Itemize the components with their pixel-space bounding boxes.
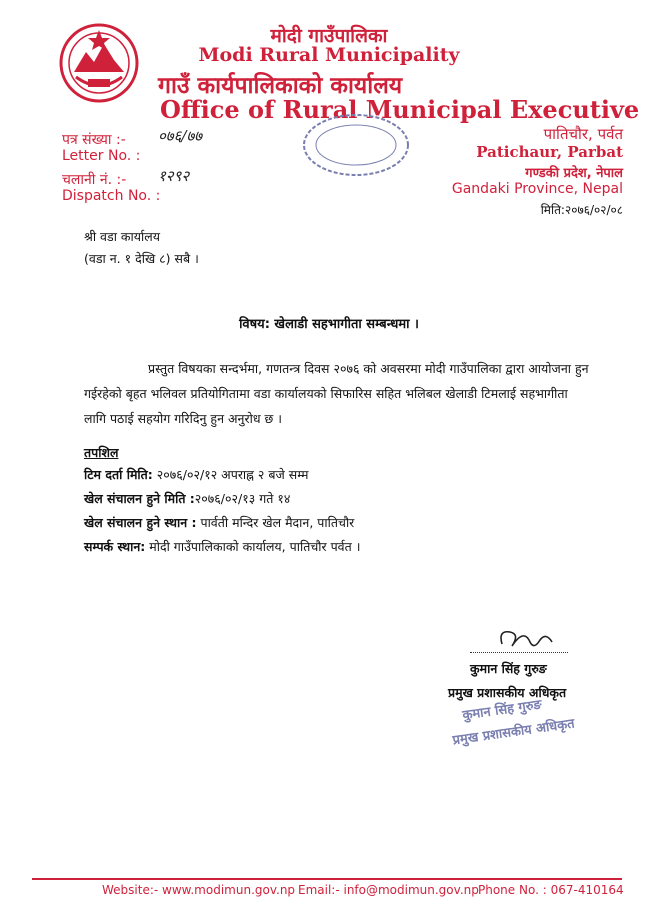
recipient-line-1: श्री वडा कार्यालय (84, 229, 160, 244)
name-stamp: कुमान सिंह गुरुङ (461, 697, 543, 724)
address-en: Patichaur, Parbat (476, 143, 623, 161)
address-np: पातिचौर, पर्वत (543, 125, 623, 143)
province-np: गण्डकी प्रदेश, नेपाल (525, 166, 623, 181)
details-heading: तपशिल (84, 445, 119, 460)
office-stamp-icon (300, 110, 412, 180)
body-line-2: गईरहेको बृहत भलिवल प्रतियोगितामा वडा कार्यालयको सिफारिस सहित भलिबल खेलाडी टिमलाई सहभागीता (84, 386, 568, 401)
signature-line (470, 652, 568, 653)
letter-no-label-en: Letter No. : (62, 148, 141, 164)
subject: विषय: खेलाडी सहभागीता सम्बन्धमा । (239, 317, 419, 332)
province-en: Gandaki Province, Nepal (451, 181, 623, 197)
detail-row (84, 510, 354, 535)
detail-value: २०७६/०२/१३ गते १४ (194, 491, 291, 506)
detail-value: २०७६/०२/१२ अपराह्न २ बजे सम्म (152, 467, 309, 482)
footer-email: Email:- info@modimun.gov.np (298, 883, 479, 897)
signature-icon (490, 622, 560, 656)
municipality-name-np: मोदी गाउँपालिका (270, 25, 388, 47)
signatory-name: कुमान सिंह गुरुङ (470, 661, 547, 676)
detail-label: टिम दर्ता मिति: (84, 467, 153, 482)
dispatch-value: १२९२ (158, 167, 190, 185)
detail-label: खेल संचालन हुने मिति : (84, 491, 195, 506)
body-line-3: लागि पठाई सहयोग गरिदिनु हुन अनुरोध छ । (84, 411, 282, 426)
letter-no-value: ०७६/७७ (158, 127, 203, 145)
detail-row (84, 534, 360, 559)
office-name-np: गाउँ कार्यपालिकाको कार्यालय (158, 73, 403, 99)
municipality-name-en: Modi Rural Municipality (198, 44, 460, 66)
dispatch-label-np: चलानी नं. :- (62, 172, 127, 188)
office-name-en: Office of Rural Municipal Executive (160, 95, 640, 124)
recipient-line-2: (वडा न. १ देखि ८) सबै । (84, 251, 199, 266)
detail-label: सम्पर्क स्थान: (84, 539, 146, 554)
footer-website: Website:- www.modimun.gov.np (102, 883, 296, 897)
letter-no-label-np: पत्र संख्या :- (62, 132, 126, 148)
footer-divider (32, 878, 622, 880)
detail-value: पार्वती मन्दिर खेल मैदान, पातिचौर (196, 515, 355, 530)
body-line-1: प्रस्तुत विषयका सन्दर्भमा, गणतन्त्र दिवस २०७६ को अवसरमा मोदी गाउँपालिका द्वारा आयोजना हुन (148, 361, 589, 376)
detail-row (84, 462, 308, 487)
title-stamp: प्रमुख प्रशासकीय अधिकृत (451, 716, 576, 749)
detail-value: मोदी गाउँपालिकाको कार्यालय, पातिचौर पर्वत । (145, 539, 361, 554)
detail-row (84, 486, 290, 511)
footer-phone: Phone No. : 067-410164 (478, 883, 624, 897)
letter-date: मिति:२०७६/०२/०८ (540, 203, 623, 217)
detail-label: खेल संचालन हुने स्थान : (84, 515, 197, 530)
dispatch-label-en: Dispatch No. : (62, 188, 161, 204)
signatory-title: प्रमुख प्रशासकीय अधिकृत (448, 685, 567, 700)
